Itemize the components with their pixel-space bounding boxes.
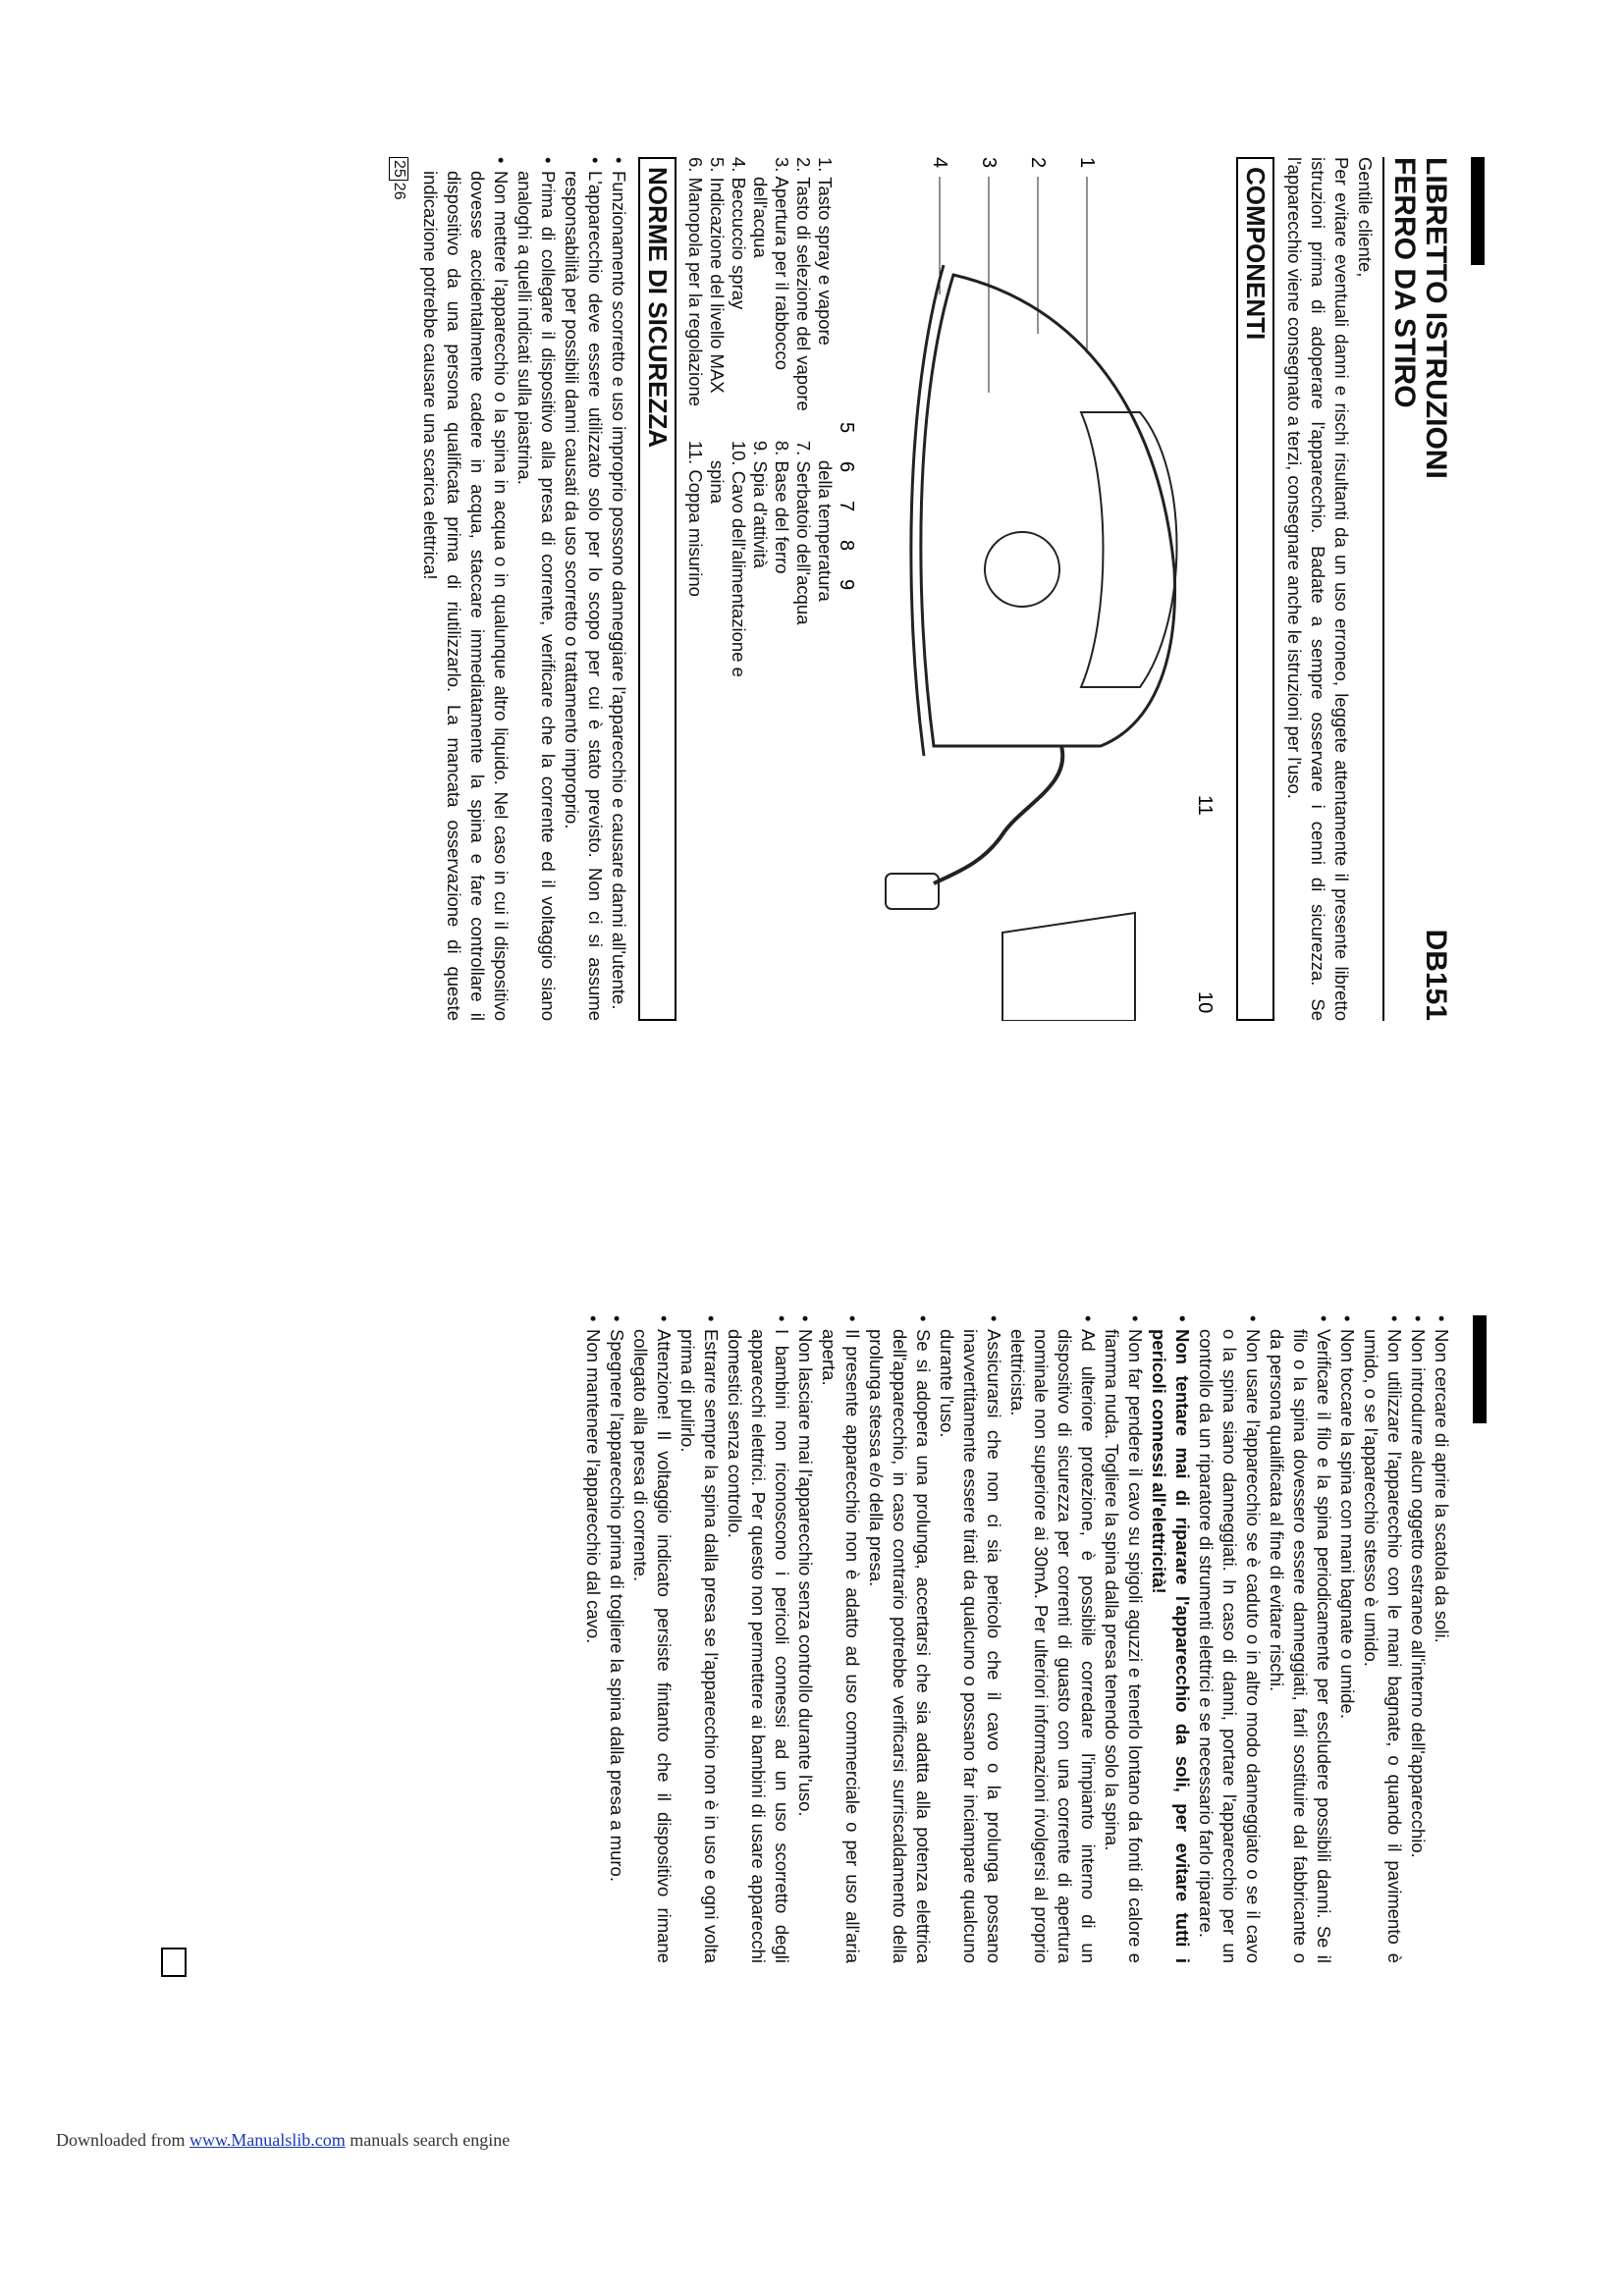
safety-item: • Non introdurre alcun oggetto estraneo all'interno dell'apparecchio. — [1406, 1315, 1430, 1963]
callout-7: 7 — [836, 501, 857, 512]
safety-item: • Il presente apparecchio non è adatto ad uso commerciale o per uso all'aria aperta. — [817, 1315, 864, 1963]
legend-item: 8. Base del ferro — [772, 440, 792, 574]
callout-3: 3 — [978, 157, 1000, 169]
legend-item: 4. Beccuccio spray — [729, 157, 749, 310]
safety-item: • Non usare l'apparecchio se è caduto o in altro modo danneggiato o se il cavo o la spina siano danneggiati. In caso di danni, portare l'apparecchio per un controllo da un riparatore di strumenti elettrici e se necessario farlo riparare. — [1194, 1315, 1265, 1963]
safety-item: • Non far pendere il cavo su spigoli aguzzi e tenerlo lontano da fonti di calore e fiamma nuda. Togliere la spina dalla presa tenendo solo la spina. — [1100, 1315, 1147, 1963]
iron-diagram — [836, 157, 1228, 1021]
iron-body — [921, 275, 1175, 746]
safety-item: • L'apparecchio deve essere utilizzato solo per lo scopo per cui è stato previsto. Non ci si assume responsabilità per possibili danni causati da uso scorretto o trattamento improprio. — [560, 157, 607, 1021]
safety-item: • Se si adopera una prolunga, accertarsi che sia adatta alla potenza elettrica dell'apparecchio, in caso contrario potrebbe verificarsi surriscaldamento della prolunga stessa e/o della presa. — [864, 1315, 935, 1963]
footer-prefix: Downloaded from — [56, 2130, 186, 2150]
legend-item: 10. Cavo dell'alimentazione e — [729, 440, 749, 677]
callout-11: 11 — [1194, 795, 1216, 816]
intro-text: Per evitare eventuali danni e rischi risultanti da un uso erroneo, leggete attentamente il presente libretto istruzioni prima di adoperare l'apparecchio. Badate a sempre osservare i cenni di sicurezza. Se l'apparecchio viene consegnato a terzi, consegnare anche le istruzioni per l'uso. — [1284, 157, 1352, 1021]
safety-list-left — [418, 157, 630, 1021]
safety-item: • Spegnere l'apparecchio prima di togliere la spina dalla presa a muro. — [605, 1315, 628, 1963]
safety-item: • Attenzione! Il voltaggio indicato persiste fintanto che il dispositivo rimane collegato alla presa di corrente. — [628, 1315, 676, 1963]
legend-item: dell'acqua — [750, 177, 771, 258]
callout-5: 5 — [836, 422, 857, 434]
safety-item-bold: • Non tentare mai di riparare l'apparecchio da soli, per evitare tutti i pericoli connessi all'elettricità! — [1147, 1315, 1194, 1963]
safety-item: • Non toccare la spina con mani bagnate o umide. — [1335, 1315, 1359, 1963]
safety-item: • Non utilizzare l'apparecchio con le mani bagnate, o quando il pavimento è umido, o se l'apparecchio stesso è umido. — [1359, 1315, 1406, 1963]
safety-item: • Non mettere l'apparecchio o la spina in acqua o in qualunque altro liquido. Nel caso in cui il dispositivo dovesse accidentalmente cadere in acqua, staccare immediatamente la spina e fare controllare il dispositivo da una persona qualificata prima di riutilizzarlo. La mancata osservazione di queste indicazione potrebbe causare una scarica elettrica! — [418, 157, 513, 1021]
safety-item: • I bambini non riconoscono i pericoli connessi ad un uso scorretto degli apparecchi elettrici. Per questo non permettere ai bambini di usare apparecchi domestici senza controllo. — [723, 1315, 793, 1963]
components-heading: COMPONENTI — [1236, 157, 1274, 1021]
left-page — [389, 157, 1451, 1021]
manualslib-link[interactable]: www.Manualslib.com — [189, 2130, 346, 2150]
title-bar-mark — [1473, 1315, 1487, 1423]
callout-9: 9 — [836, 579, 857, 591]
legend-item: 2. Tasto di selezione del vapore — [793, 157, 814, 411]
legend-item: della temperatura — [815, 459, 836, 602]
legend-item: 9. Spia d'attività — [750, 440, 771, 568]
safety-item: • Ad ulteriore protezione, è possibile corredare l'impianto interno di un dispositivo di sicurezza per correnti di guasto con una corrente di apertura nominale non superiore ai 30mA. Per ulteriori informazioni rivolgersi al proprio elettricista. — [1005, 1315, 1100, 1963]
safety-item: • Funzionamento scorretto e uso improprio possono danneggiare l'apparecchio e causare danni all'utente. — [607, 157, 630, 1021]
page-header — [1382, 157, 1451, 1021]
title-line-1: LIBRETTO ISTRUZIONI — [1420, 157, 1452, 479]
legend-item: 5. Indicazione del livello MAX — [707, 157, 728, 394]
legend-item: 3. Apertura per il rabbocco — [772, 157, 792, 370]
safety-item: • Estrarre sempre la spina dalla presa se l'apparecchio non è in uso e ogni volta prima di pulirlo. — [676, 1315, 723, 1963]
safety-item: • Assicurarsi che non ci sia pericolo che il cavo o la prolunga possano inavvertitamente essere tirati da qualcuno o possano far inciampare qualcuno durante l'uso. — [935, 1315, 1005, 1963]
page-number — [389, 157, 408, 1021]
safety-list-right — [581, 1315, 1453, 1963]
callout-10: 10 — [1194, 991, 1216, 1014]
safety-heading: NORME DI SICUREZZA — [638, 157, 677, 1021]
iron-illustration — [836, 157, 1228, 1021]
footer-suffix: manuals search engine — [350, 2130, 511, 2150]
title-bar-mark — [1471, 157, 1485, 265]
model-number: DB151 — [1420, 929, 1452, 1021]
greeting: Gentile cliente, — [1355, 157, 1376, 278]
legend-column-left — [684, 157, 836, 411]
plug — [886, 874, 939, 909]
callout-1: 1 — [1076, 157, 1098, 169]
safety-item: • Non lasciare mai l'apparecchio senza controllo durante l'uso. — [793, 1315, 817, 1963]
safety-item: • Non mantenere l'apparecchio dal cavo. — [581, 1315, 605, 1963]
legend-item: spina — [707, 459, 728, 505]
safety-item: • Verificare il filo e la spina periodicamente per escludere possibili danni. Se il filo o la spina dovessero essere danneggiati, farli sostituire dal fabbricante o da persona qualificata al fine di evitare rischi. — [1265, 1315, 1335, 1963]
power-cord — [934, 746, 1062, 883]
title-line-2: FERRO DA STIRO — [1388, 157, 1421, 408]
page-number-left: 25 — [389, 157, 408, 181]
callout-2: 2 — [1027, 157, 1049, 169]
safety-item: • Non cercare di aprire la scatola da soli. — [1430, 1315, 1453, 1963]
callout-6: 6 — [836, 461, 857, 473]
legend-item: 6. Manopola per la regolazione — [685, 157, 706, 407]
legend-column-right — [684, 441, 836, 677]
legend-item: 11. Coppa misurino — [685, 440, 706, 597]
temperature-dial — [985, 532, 1059, 607]
measuring-cup — [1002, 913, 1135, 1021]
components-legend — [684, 157, 836, 1021]
checkbox-mark — [161, 1948, 187, 1977]
legend-item: 7. Serbatoio dell'acqua — [793, 440, 814, 625]
footer — [56, 2130, 510, 2151]
safety-item: • Prima di collegare il dispositivo alla presa di corrente, verificare che la corrente ed il voltaggio siano analoghi a quelli indicati sulla piastrina. — [513, 157, 560, 1021]
right-page — [581, 1315, 1453, 1963]
iron-handle — [1081, 412, 1177, 687]
callout-8: 8 — [836, 540, 857, 552]
legend-item: 1. Tasto spray e vapore — [815, 157, 836, 346]
callout-4: 4 — [929, 157, 950, 169]
page-number-right: 26 — [391, 182, 407, 200]
